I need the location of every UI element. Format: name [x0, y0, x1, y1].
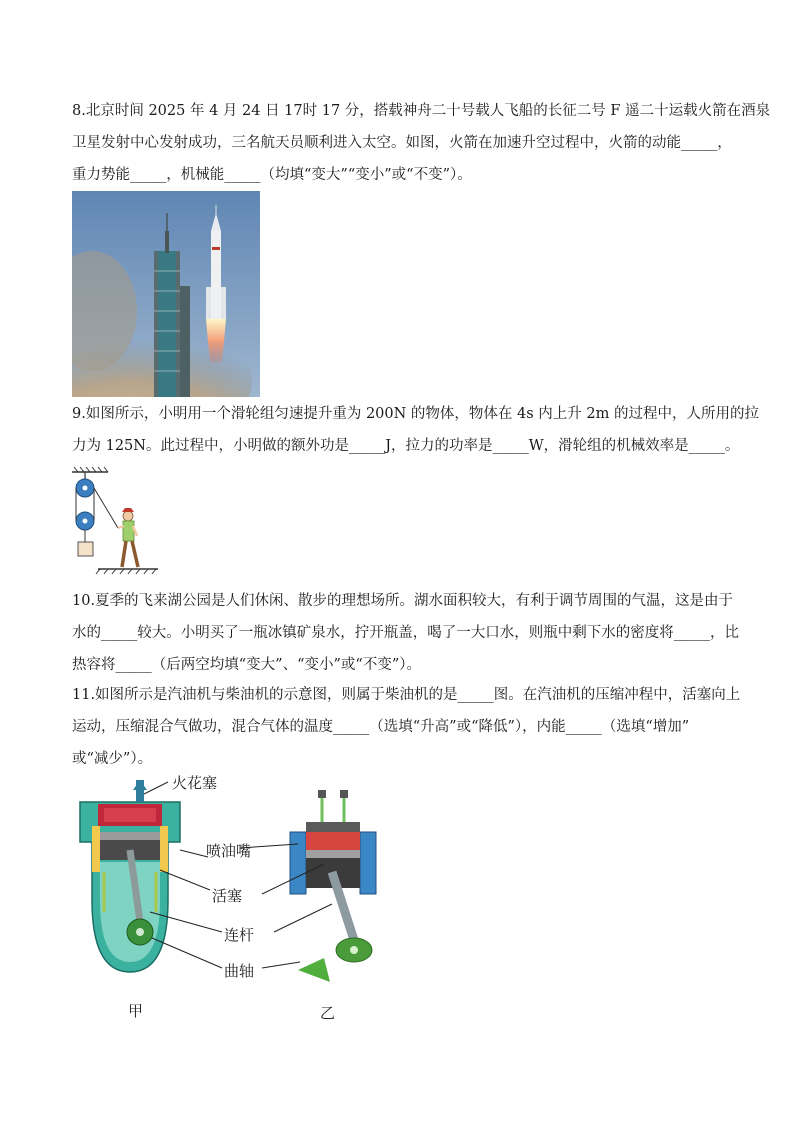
q11-line-1: 11.如图所示是汽油机与柴油机的示意图，则属于柴油机的是_____图。在汽油机的压缩冲程中，活塞向上	[72, 687, 741, 703]
q11-line-3: 或“减少”）。	[72, 751, 153, 767]
figure-caption-right: 乙	[320, 1004, 336, 1022]
crankshaft-label: 曲轴	[224, 962, 255, 980]
q11-line-2: 运动，压缩混合气做功，混合气体的温度_____（选填“升高”或“降低”），内能_____（选填“增加”	[72, 719, 690, 735]
q10-line-3: 热容将_____（后两空均填“变大”、“变小”或“不变”）。	[72, 657, 421, 673]
rocket-launch-image	[72, 191, 260, 397]
q9-line-1: 9.如图所示，小明用一个滑轮组匀速提升重为 200N 的物体，物体在 4s 内上升 2m 的过程中，人所用的拉	[72, 406, 759, 422]
connecting-rod-label: 连杆	[224, 926, 255, 944]
q10-line-1: 10.夏季的飞来湖公园是人们休闲、散步的理想场所。湖水面积较大，有利于调节周围的气温，这是由于	[72, 593, 734, 609]
q8-line-3: 重力势能_____，机械能_____（均填“变大”“变小”或“不变”）。	[72, 167, 472, 183]
q8-line-1: 8.北京时间 2025 年 4 月 24 日 17时 17 分，搭载神舟二十号载人飞船的长征二号 F 遥二十运载火箭在酒泉	[72, 103, 771, 119]
q8-line-2: 卫星发射中心发射成功，三名航天员顺利进入太空。如图，火箭在加速升空过程中，火箭的动能_____，	[72, 135, 732, 151]
diesel-engine-figure	[290, 790, 376, 982]
spark-plug-label: 火花塞	[172, 774, 218, 792]
pulley-diagram	[68, 466, 160, 578]
q10-line-2: 水的_____较大。小明买了一瓶冰镇矿泉水，拧开瓶盖，喝了一大口水，则瓶中剩下水的密度将_____，比	[72, 625, 739, 641]
q9-line-2: 力为 125N。此过程中，小明做的额外功是_____J，拉力的功率是_____W，滑轮组的机械效率是_____。	[72, 438, 740, 454]
piston-label: 活塞	[212, 887, 243, 905]
engine-diagram	[70, 772, 400, 1022]
injector-label: 喷油嘴	[206, 842, 252, 860]
figure-caption-left: 甲	[128, 1002, 144, 1020]
